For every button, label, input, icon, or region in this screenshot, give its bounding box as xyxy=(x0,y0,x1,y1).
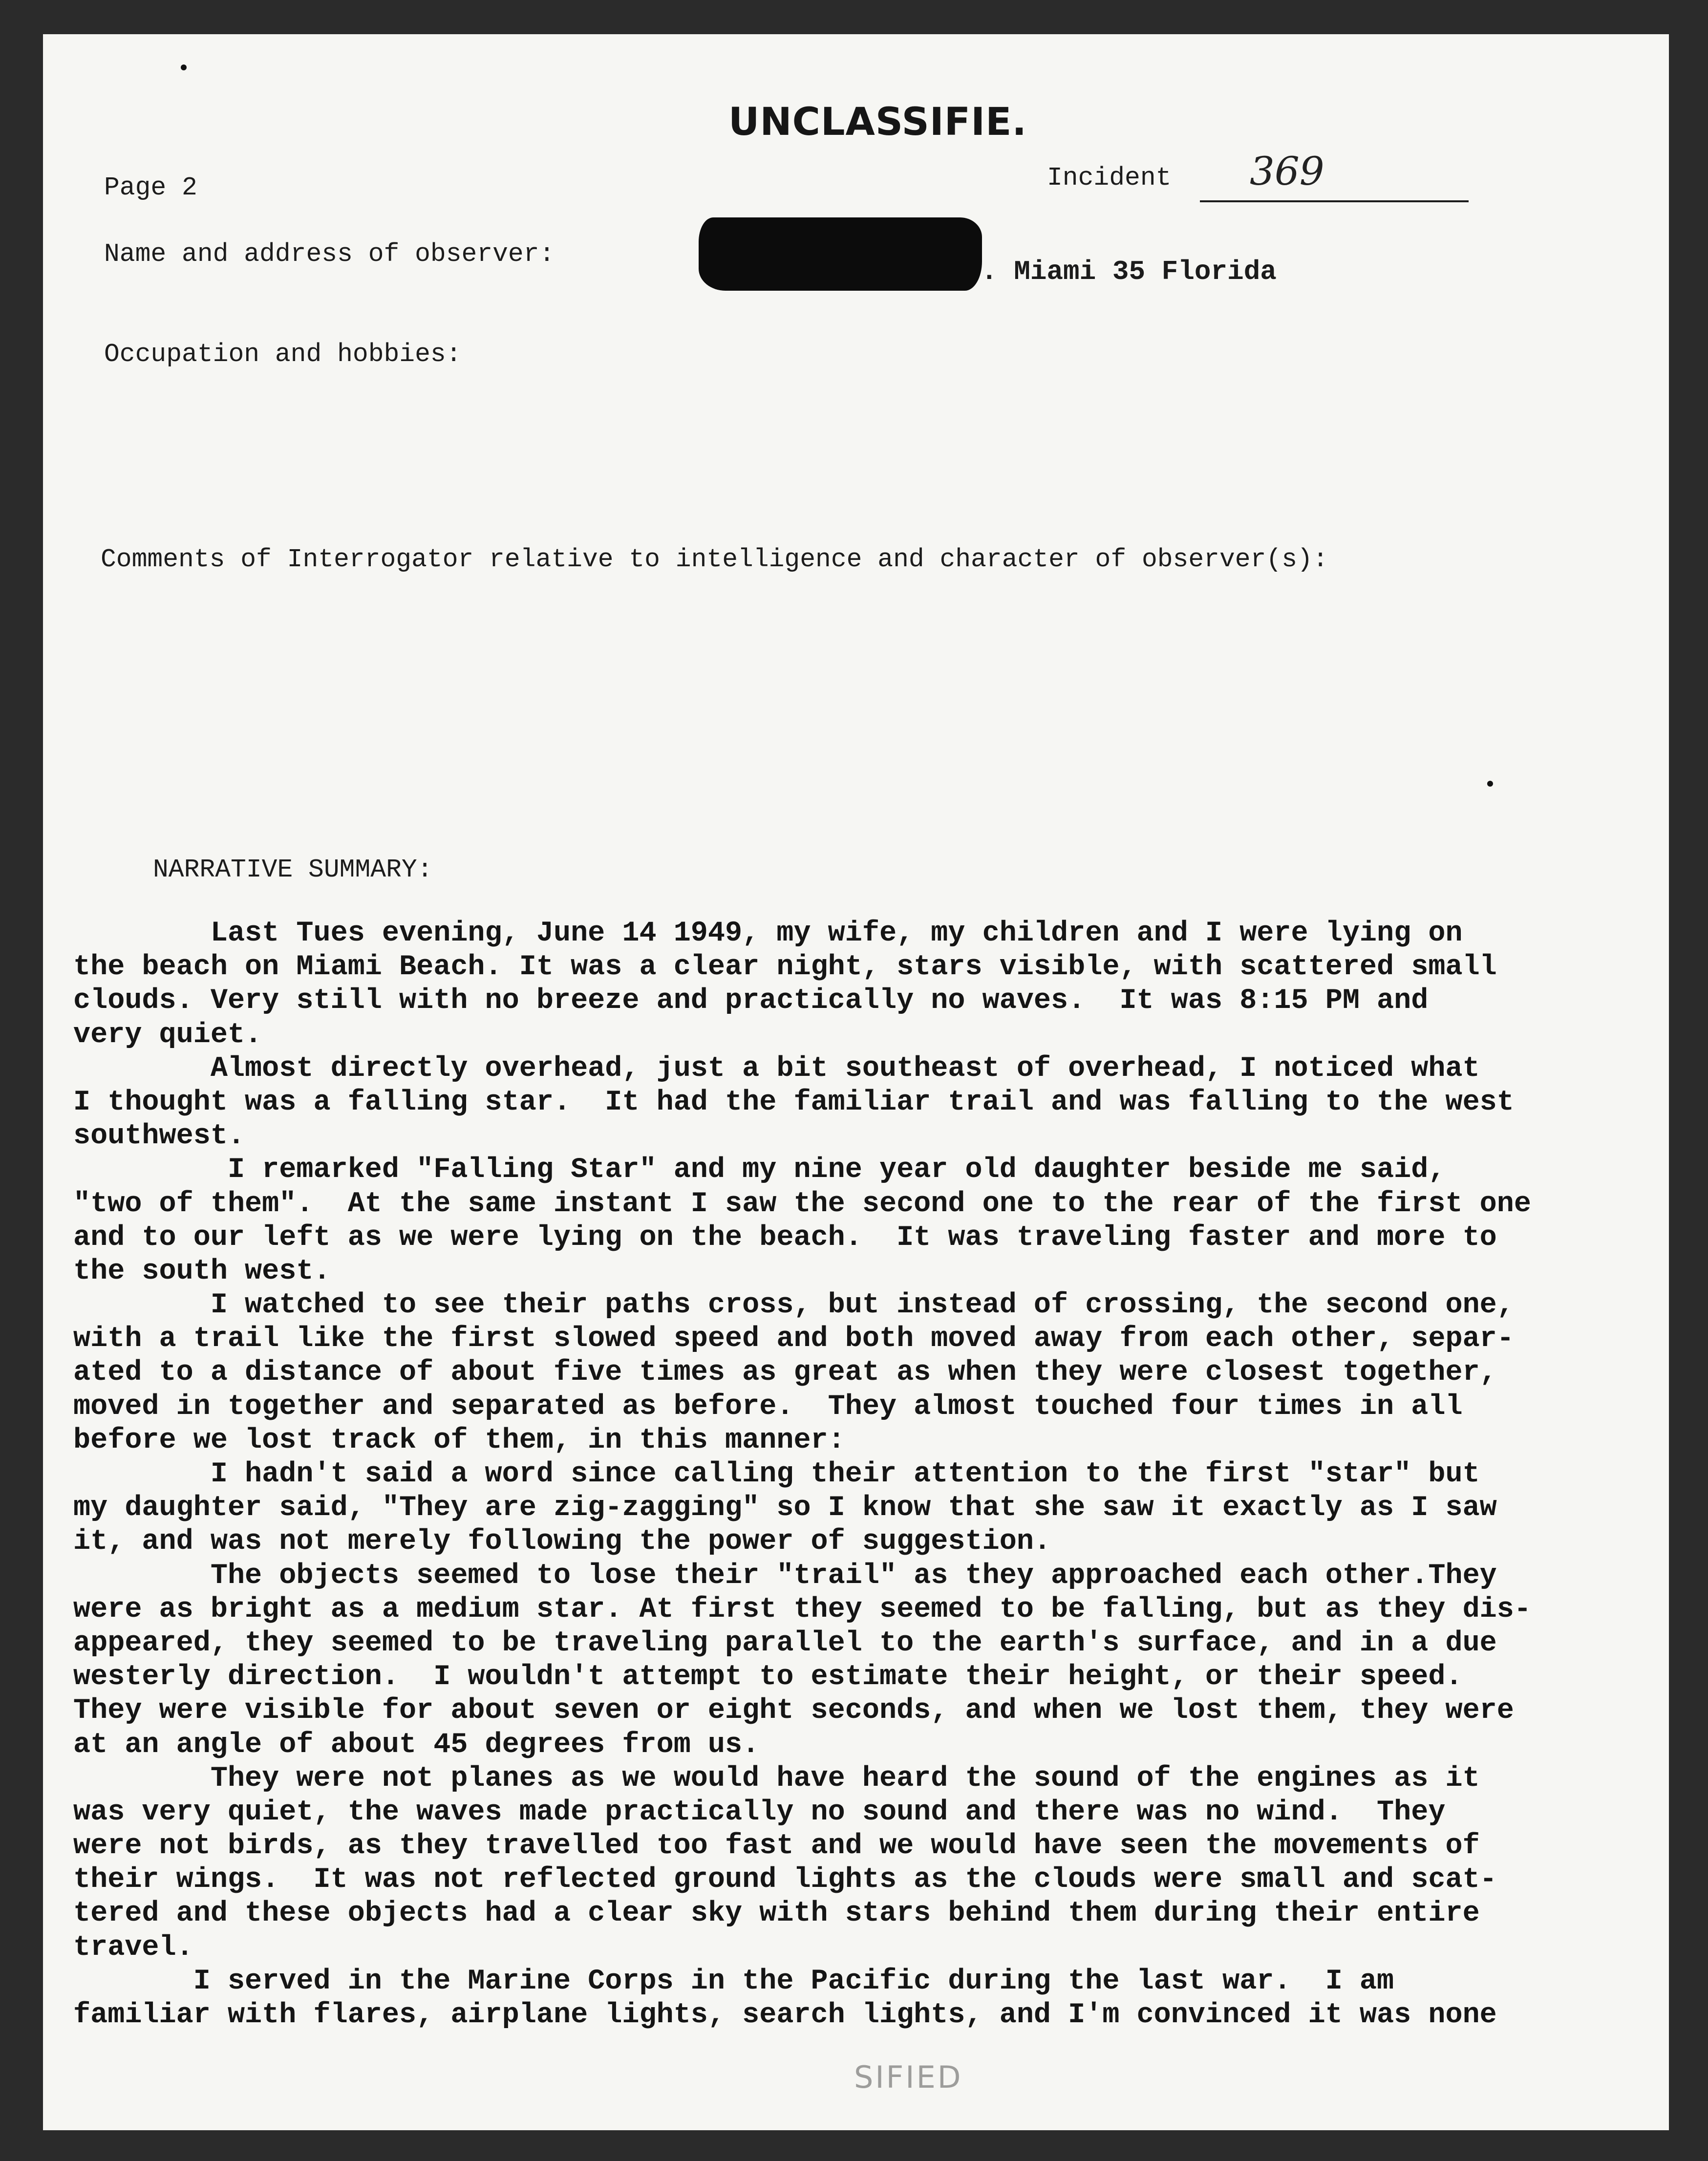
scan-speck xyxy=(181,64,187,70)
narrative-line: were as bright as a medium star. At first they seemed to be falling, but as they dis- xyxy=(73,1592,1531,1626)
narrative-line: moved in together and separated as before. They almost touched four times in all xyxy=(73,1390,1463,1423)
narrative-line: Last Tues evening, June 14 1949, my wife, my children and I were lying on xyxy=(73,917,1463,949)
scan-speck xyxy=(1487,781,1493,787)
narrative-line: They were visible for about seven or eight seconds, and when we lost them, they were xyxy=(73,1694,1514,1727)
narrative-text xyxy=(73,916,1661,2032)
narrative-line: it, and was not merely following the power of suggestion. xyxy=(73,1525,1051,1558)
observer-address: . Miami 35 Florida xyxy=(981,256,1277,287)
occupation-label: Occupation and hobbies: xyxy=(104,340,462,369)
narrative-line: and to our left as we were lying on the beach. It was traveling faster and more to xyxy=(73,1220,1497,1254)
narrative-line: at an angle of about 45 degrees from us. xyxy=(73,1728,760,1761)
narrative-line: clouds. Very still with no breeze and practically no waves. It was 8:15 PM and xyxy=(73,984,1429,1017)
narrative-line: southwest. xyxy=(73,1119,245,1153)
narrative-line: familiar with flares, airplane lights, search lights, and I'm convinced it was none xyxy=(73,1998,1497,2031)
narrative-line: The objects seemed to lose their "trail" as they approached each other.They xyxy=(73,1559,1497,1592)
narrative-line: ated to a distance of about five times as great as when they were closest together, xyxy=(73,1356,1497,1389)
narrative-line: I remarked "Falling Star" and my nine year old daughter beside me said, xyxy=(73,1153,1446,1186)
narrative-line: westerly direction. I wouldn't attempt to estimate their height, or their speed. xyxy=(73,1660,1463,1693)
document-page xyxy=(43,34,1669,2130)
narrative-line: very quiet. xyxy=(73,1018,262,1051)
incident-underline xyxy=(1200,200,1469,202)
narrative-line: their wings. It was not reflected ground lights as the clouds were small and scat- xyxy=(73,1863,1497,1896)
page-number: Page 2 xyxy=(104,173,197,202)
redaction-block xyxy=(699,217,982,291)
narrative-line: were not birds, as they travelled too fast and we would have seen the movements of xyxy=(73,1829,1480,1862)
narrative-line: I served in the Marine Corps in the Pacific during the last war. I am xyxy=(73,1964,1394,1997)
narrative-line: appeared, they seemed to be traveling parallel to the earth's surface, and in a due xyxy=(73,1626,1497,1659)
incident-label: Incident xyxy=(1047,163,1172,193)
narrative-line: "two of them". At the same instant I saw the second one to the rear of the first one xyxy=(73,1187,1531,1220)
narrative-line: the beach on Miami Beach. It was a clear night, stars visible, with scattered small xyxy=(73,950,1497,984)
interrogator-comments-label: Comments of Interrogator relative to intelligence and character of observer(s): xyxy=(101,545,1328,574)
narrative-line: before we lost track of them, in this manner: xyxy=(73,1423,845,1456)
narrative-line: Almost directly overhead, just a bit southeast of overhead, I noticed what xyxy=(73,1051,1480,1085)
narrative-line: They were not planes as we would have heard the sound of the engines as it xyxy=(73,1761,1480,1795)
declassified-stamp: SIFIED xyxy=(854,2059,963,2095)
narrative-line: was very quiet, the waves made practically no sound and there was no wind. They xyxy=(73,1795,1446,1828)
classification-header: UNCLASSIFIE. xyxy=(728,100,1027,144)
narrative-line: with a trail like the first slowed speed and both moved away from each other, separ- xyxy=(73,1322,1514,1355)
narrative-line: I hadn't said a word since calling their attention to the first "star" but xyxy=(73,1457,1480,1490)
narrative-line: I watched to see their paths cross, but instead of crossing, the second one, xyxy=(73,1288,1514,1322)
narrative-line: tered and these objects had a clear sky with stars behind them during their entire xyxy=(73,1897,1480,1930)
narrative-summary-label: NARRATIVE SUMMARY: xyxy=(153,855,433,884)
narrative-line: travel. xyxy=(73,1930,193,1964)
observer-name-label: Name and address of observer: xyxy=(104,239,555,269)
narrative-line: my daughter said, "They are zig-zagging" so I know that she saw it exactly as I saw xyxy=(73,1491,1497,1524)
narrative-line: the south west. xyxy=(73,1254,331,1287)
narrative-line: I thought was a falling star. It had the familiar trail and was falling to the west xyxy=(73,1085,1514,1118)
incident-number: 369 xyxy=(1250,149,1324,194)
